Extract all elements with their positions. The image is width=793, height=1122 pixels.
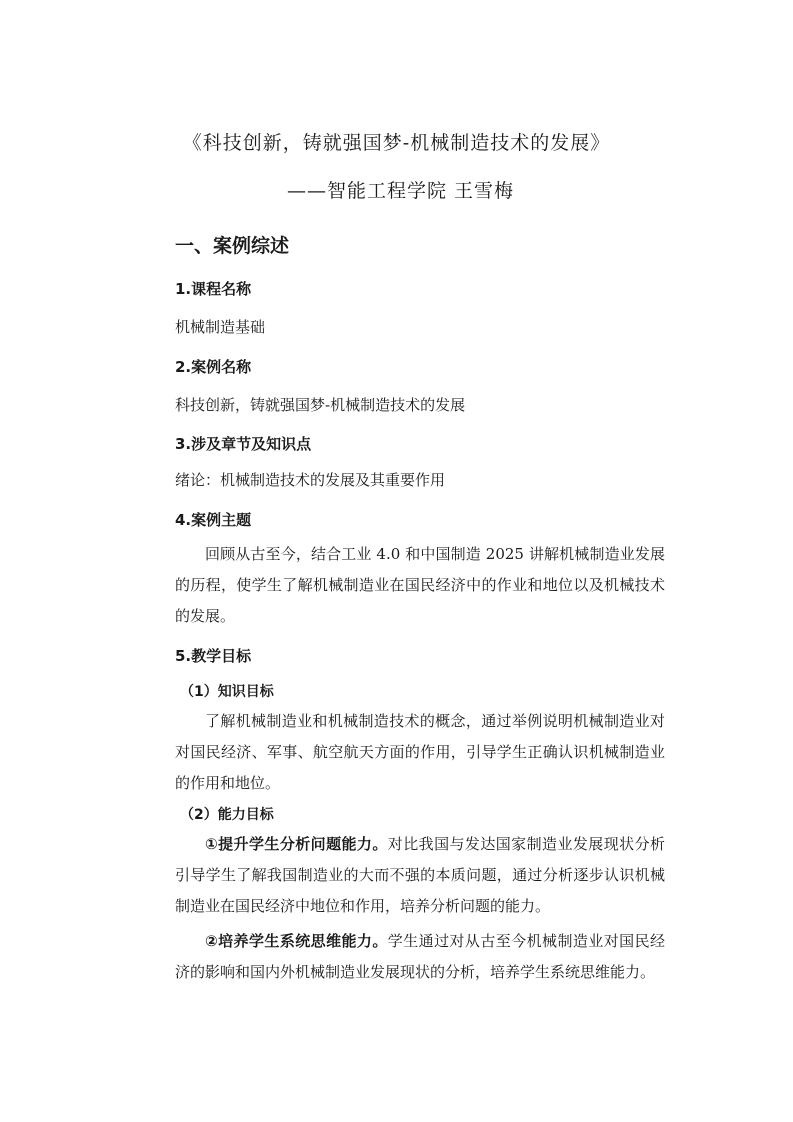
ability-item-1 (175, 829, 665, 922)
ability-goal-heading: （2）能力目标 (180, 807, 274, 823)
author-line: ——智能工程学院 王雪梅 (287, 180, 515, 202)
course-name-text: 机械制造基础 (175, 318, 266, 336)
case-name-text: 科技创新，铸就强国梦-机械制造技术的发展 (175, 396, 466, 414)
theme-paragraph: 回顾从古至今，结合工业 4.0 和中国制造 2025 讲解机械制造业发展的历程，使学生了解机械制造业在国民经济中的作业和地位以及机械技术的发展。 (175, 545, 665, 625)
ability-item-1-lead: ①提升学生分析问题能力。 (205, 835, 388, 853)
knowledge-goal-paragraph: 了解机械制造业和机械制造技术的概念，通过举例说明机械制造业对对国民经济、军事、航空航天方面的作用，引导学生正确认识机械制造业的作用和地位。 (175, 712, 665, 792)
ability-item-2 (175, 926, 665, 988)
goals-heading: 5.教学目标 (175, 647, 252, 665)
ability-item-1-text: 对比我国与发达国家制造业发展现状分析引导学生了解我国制造业的大而不强的本质问题，通过分析逐步认识机械制造业在国民经济中地位和作用，培养分析问题的能力。 (175, 835, 665, 915)
ability-item-2-lead: ②培养学生系统思维能力。 (205, 932, 388, 950)
section-heading: 一、案例综述 (175, 235, 290, 257)
knowledge-goal-heading: （1）知识目标 (180, 684, 274, 700)
case-name-heading: 2.案例名称 (175, 358, 252, 376)
chapters-heading: 3.涉及章节及知识点 (175, 435, 312, 453)
document-title: 《科技创新，铸就强国梦-机械制造技术的发展》 (182, 132, 611, 154)
theme-heading: 4.案例主题 (175, 511, 252, 529)
ability-item-2-text: 学生通过对从古至今机械制造业对国民经济的影响和国内外机械制造业发展现状的分析，培养学生系统思维能力。 (175, 932, 665, 981)
course-name-heading: 1.课程名称 (175, 280, 252, 298)
chapters-text: 绪论：机械制造技术的发展及其重要作用 (175, 471, 446, 489)
